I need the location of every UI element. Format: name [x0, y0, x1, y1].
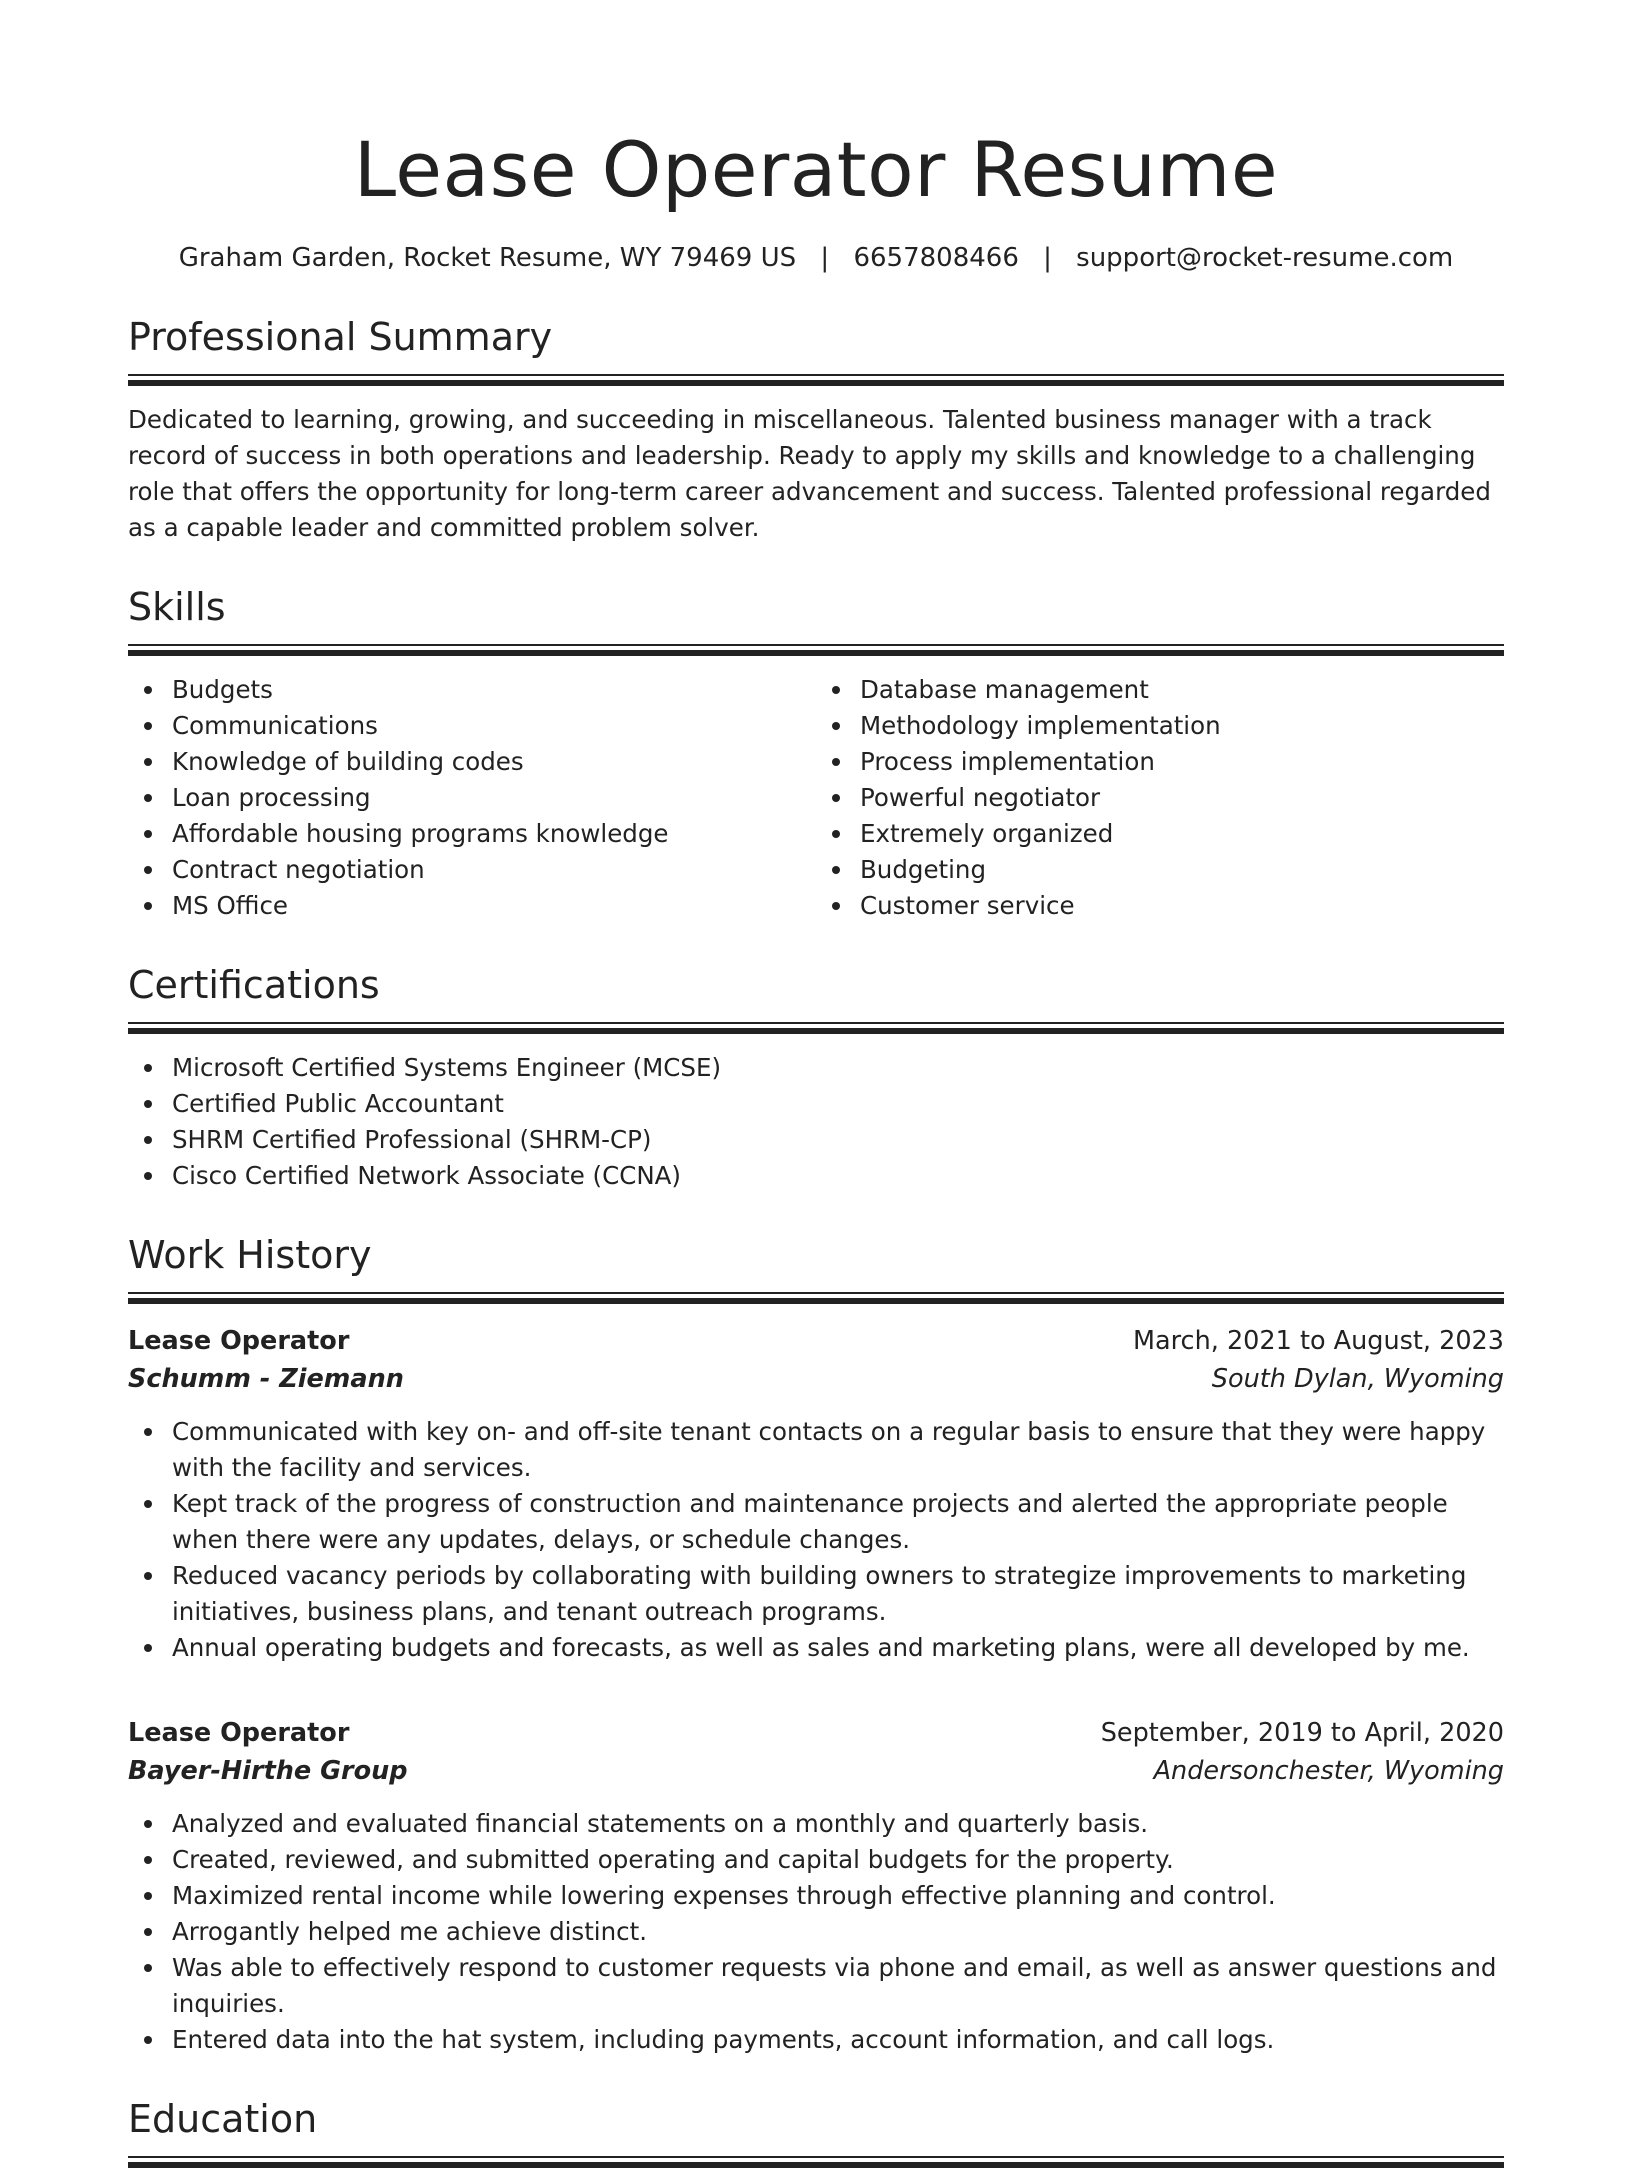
certifications-list	[128, 1050, 1504, 1194]
list-item: SHRM Certified Professional (SHRM-CP)	[172, 1122, 1504, 1158]
contact-separator: |	[820, 243, 830, 273]
list-item: Communicated with key on- and off-site tenant contacts on a regular basis to ensure that they were happy with the facility and services.	[172, 1414, 1504, 1486]
list-item: Powerful negotiator	[860, 780, 1504, 816]
contact-line	[128, 240, 1504, 276]
job-entry	[128, 1322, 1504, 1666]
list-item: Loan processing	[172, 780, 816, 816]
list-item: Contract negotiation	[172, 852, 816, 888]
section-certifications	[128, 960, 1504, 1194]
list-item: Certified Public Accountant	[172, 1086, 1504, 1122]
contact-phone: 6657808466	[853, 243, 1019, 273]
job-header-row	[128, 1322, 1504, 1360]
section-professional-summary	[128, 312, 1504, 546]
list-item: Database management	[860, 672, 1504, 708]
job-header-row	[128, 1714, 1504, 1752]
section-title: Work History	[128, 1233, 372, 1277]
section-divider	[128, 644, 1504, 656]
job-subheader-row	[128, 1752, 1504, 1790]
section-divider	[128, 2156, 1504, 2168]
section-work-history	[128, 1230, 1504, 2058]
section-divider	[128, 1022, 1504, 1034]
list-item: Arrogantly helped me achieve distinct.	[172, 1914, 1504, 1950]
contact-email: support@rocket-resume.com	[1076, 243, 1454, 273]
list-item: Was able to effectively respond to customer requests via phone and email, as well as answer questions and inquiries.	[172, 1950, 1504, 2022]
list-item: Methodology implementation	[860, 708, 1504, 744]
list-item: Cisco Certified Network Associate (CCNA)	[172, 1158, 1504, 1194]
job-company: Schumm - Ziemann	[128, 1364, 404, 1394]
page-title: Lease Operator Resume	[353, 125, 1279, 214]
job-location: South Dylan, Wyoming	[1211, 1364, 1504, 1394]
section-title: Professional Summary	[128, 315, 553, 359]
list-item: Microsoft Certified Systems Engineer (MCSE)	[172, 1050, 1504, 1086]
contact-separator: |	[1043, 243, 1052, 273]
list-item: Annual operating budgets and forecasts, as well as sales and marketing plans, were all developed by me.	[172, 1630, 1504, 1666]
list-item: Budgeting	[860, 852, 1504, 888]
job-entry	[128, 1714, 1504, 2058]
list-item: Reduced vacancy periods by collaborating with building owners to strategize improvements to marketing initiatives, business plans, and tenant outreach programs.	[172, 1558, 1504, 1630]
list-item: Entered data into the hat system, including payments, account information, and call logs.	[172, 2022, 1504, 2058]
list-item: Knowledge of building codes	[172, 744, 816, 780]
section-divider	[128, 1292, 1504, 1304]
list-item: Process implementation	[860, 744, 1504, 780]
section-skills	[128, 582, 1504, 924]
section-education	[128, 2094, 1504, 2168]
section-divider	[128, 374, 1504, 386]
list-item: Extremely organized	[860, 816, 1504, 852]
list-item: Communications	[172, 708, 816, 744]
list-item: Created, reviewed, and submitted operating and capital budgets for the property.	[172, 1842, 1504, 1878]
job-subheader-row	[128, 1360, 1504, 1398]
section-title: Certifications	[128, 963, 380, 1007]
list-item: Analyzed and evaluated financial statements on a monthly and quarterly basis.	[172, 1806, 1504, 1842]
skills-list-left	[128, 672, 816, 924]
job-location: Andersonchester, Wyoming	[1153, 1756, 1504, 1786]
contact-address: Graham Garden, Rocket Resume, WY 79469 US	[178, 243, 797, 273]
list-item: Budgets	[172, 672, 816, 708]
section-title: Skills	[128, 585, 226, 629]
job-title: Lease Operator	[128, 1718, 350, 1748]
list-item: Kept track of the progress of construction and maintenance projects and alerted the appropriate people when there were any updates, delays, or schedule changes.	[172, 1486, 1504, 1558]
job-dates: September, 2019 to April, 2020	[1100, 1718, 1504, 1748]
summary-text: Dedicated to learning, growing, and succeeding in miscellaneous. Talented business manager with a track record of success in both operations and leadership. Ready to apply my skills and knowledge to a challenging role that offers the opportunity for long-term career advancement and success. Talented professional regarded as a capable leader and committed problem solver.	[128, 405, 1491, 542]
section-title: Education	[128, 2097, 318, 2141]
list-item: MS Office	[172, 888, 816, 924]
job-company: Bayer-Hirthe Group	[128, 1756, 408, 1786]
list-item: Affordable housing programs knowledge	[172, 816, 816, 852]
job-duties-list	[128, 1414, 1504, 1666]
list-item: Customer service	[860, 888, 1504, 924]
list-item: Maximized rental income while lowering expenses through effective planning and control.	[172, 1878, 1504, 1914]
job-title: Lease Operator	[128, 1326, 350, 1356]
skills-list-right	[816, 672, 1504, 924]
skills-grid	[128, 656, 1504, 924]
job-dates: March, 2021 to August, 2023	[1133, 1326, 1504, 1356]
job-duties-list	[128, 1806, 1504, 2058]
